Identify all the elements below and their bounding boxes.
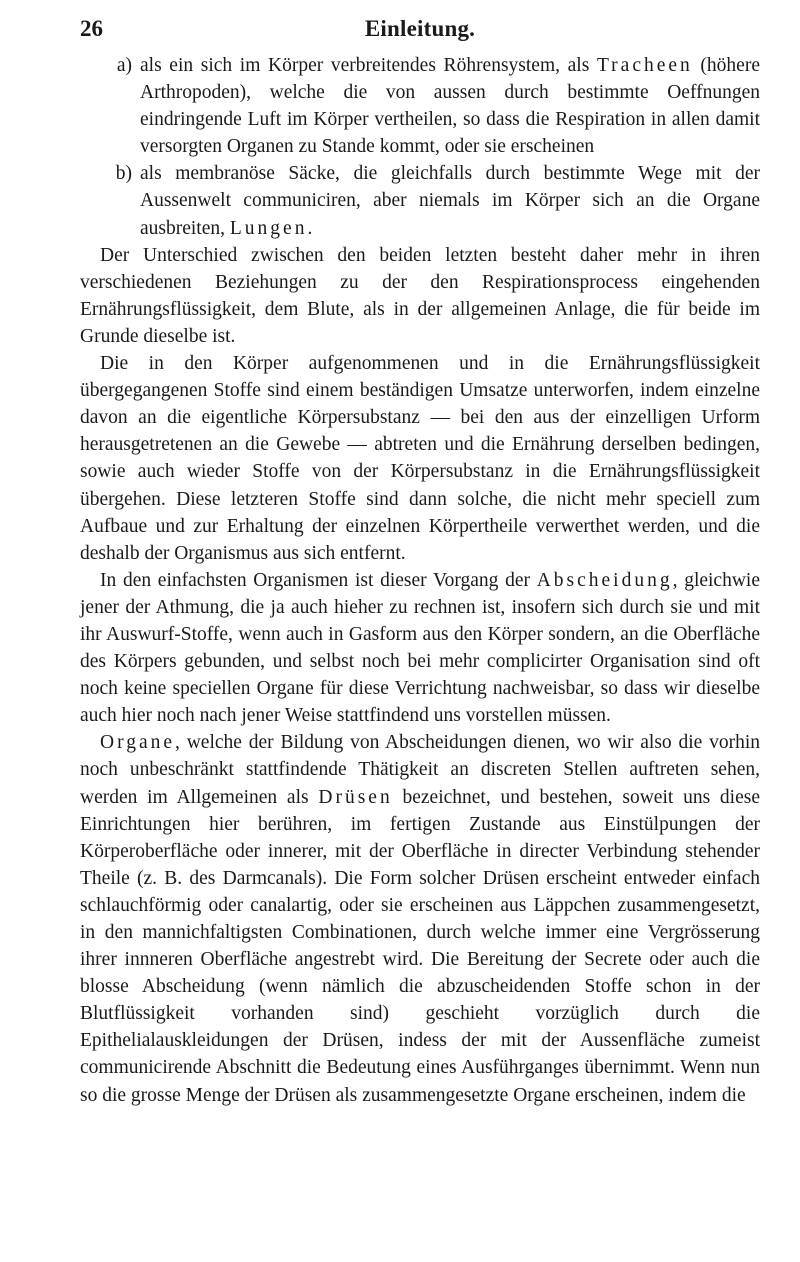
list-item-label: a) xyxy=(116,55,132,76)
list-item-text xyxy=(140,52,760,160)
text-span: Die in den Körper aufgenommenen und in die Ernährungsflüssigkeit übergegangenen Stoffe sind einem beständigen Umsatze unterworfen, indem einzelne davon an die eigentliche Körpersubstanz — bei den aus der einzelligen Urform herausgetretenen an die Gewebe — abtreten und die Ernährung derselben bedingen, sowie auch wieder Stoffe von der Körpersubstanz in die Ernährungsflüssigkeit übergehen. Diese letzteren Stoffe sind dann solche, die nicht mehr speciell zum Aufbaue und zur Erhaltung der einzelnen Körpertheile verwerthet werden, und die deshalb der Organismus aus sich entfernt. xyxy=(80,353,760,564)
term-abscheidung: Abscheidung xyxy=(536,569,673,591)
text-span: , gleichwie jener der Athmung, die ja auch hieher zu rechnen ist, insofern sich durch sie und mit ihr Auswurf-Stoffe, wenn auch in Gasform aus den Körper sondern, an die Oberfläche des Körpers gebunden, und selbst noch bei mehr complicirter Organisation sind oft noch keine speciellen Organe für diese Verrichtung nachweisbar, so dass wir dieselbe auch hier noch nach jener Weise stattfindend uns vorstellen müssen. xyxy=(80,569,760,727)
paragraph xyxy=(80,242,760,350)
list-item-text xyxy=(140,160,760,241)
text-span: als ein sich im Körper verbreitendes Röhrensystem, als xyxy=(140,55,597,76)
running-title: Einleitung. xyxy=(364,16,476,41)
text-span: als membranöse Säcke, die gleichfalls durch bestimmte Wege mit der Aussenwelt communiciren, aber niemals im Körper sich an die Organe ausbreiten, xyxy=(140,163,760,239)
text-span: In den einfachsten Organismen ist dieser Vorgang der xyxy=(100,569,537,591)
term-druesen: Drüsen xyxy=(318,786,393,808)
text-span: (höhere Arthropoden), welche die von aussen durch bestimmte Oeffnungen eindringende Luft im Körper vertheilen, so dass die Respiration in allen damit versorgten Organen zu Stande kommt, oder sie erscheinen xyxy=(140,55,760,158)
text-span: . xyxy=(307,217,313,239)
paragraph xyxy=(80,729,760,1108)
paragraph xyxy=(80,350,760,567)
page-number: 26 xyxy=(80,16,103,41)
text-span: bezeichnet, und bestehen, soweit uns diese Einrichtungen hier berühren, im fertigen Zustande aus Einstülpungen der Körperoberfläche oder innerer, mit der Oberfläche in directer Verbindung stehender Theile (z. B. des Darmcanals). Die Form solcher Drüsen erscheint entweder einfach schlauchförmig oder canalartig, oder sie erscheinen aus Läppchen zusammengesetzt, in den mannichfaltigsten Combinationen, durch welche immer eine Vergrösserung ihrer innneren Oberfläche angestrebt wird. Die Bereitung der Secrete oder auch die blosse Abscheidung (wenn nämlich die abzuscheidenden Stoffe schon in der Blutflüssigkeit vorhanden sind) geschieht vorzüglich durch die Epithelialauskleidungen der Drüsen, indess der mit der Aussenfläche zumeist communicirende Abschnitt die Bedeutung eines Ausführganges übernimmt. Wenn nun so die grosse Menge der Drüsen als zusammengesetzte Organe erscheinen, indem die xyxy=(80,786,760,1106)
page xyxy=(80,12,760,1109)
text-span: Der Unterschied zwischen den beiden letzten besteht daher mehr in ihren verschiedenen Beziehungen zu der den Respirationsprocess eingehenden Ernährungsflüssigkeit, dem Blute, als in der allgemeinen Anlage, die für beide im Grunde dieselbe ist. xyxy=(80,244,760,347)
list-item-label: b) xyxy=(115,163,132,185)
list-item xyxy=(80,160,760,241)
text-span: , welche der Bildung von Abscheidungen dienen, wo wir also die vorhin noch unbeschränkt stattfindende Thätigkeit an discreten Stellen auftreten sehen, werden im Allgemeinen als xyxy=(80,732,760,808)
page-header xyxy=(80,12,760,52)
body-text xyxy=(80,52,760,1109)
list-item xyxy=(80,52,760,160)
term-tracheen: Tracheen xyxy=(596,55,693,76)
paragraph xyxy=(80,567,760,730)
term-lungen: Lungen xyxy=(229,217,308,239)
term-organe: Organe xyxy=(100,732,176,754)
